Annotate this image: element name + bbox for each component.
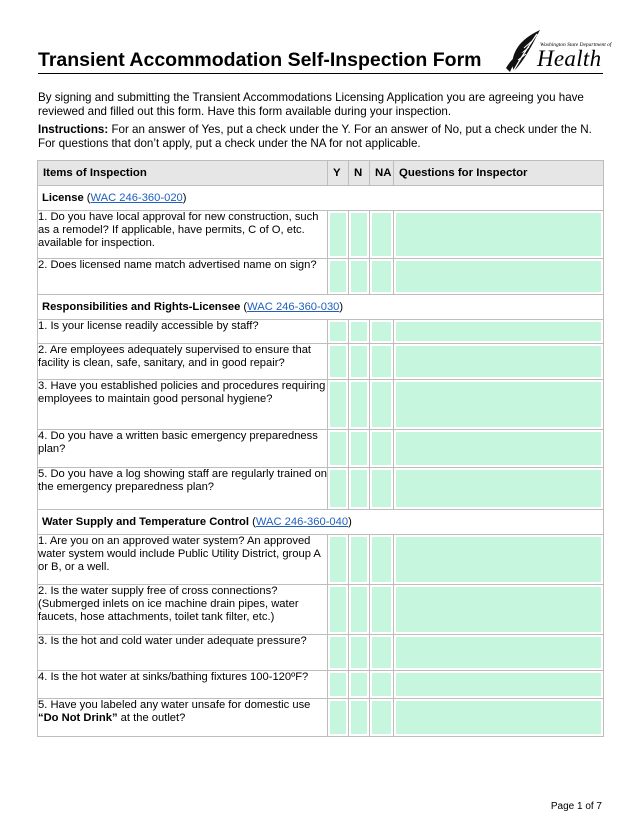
page-number: Page 1 of 7 [550,801,602,812]
question-text [38,699,328,737]
header-n: N [349,161,370,186]
table-row [38,320,604,344]
table-row [38,635,604,671]
answer-y-box[interactable] [328,430,349,468]
answer-na-box[interactable] [370,635,394,671]
table-row [38,430,604,468]
section-title: License [42,192,84,204]
table-row [38,535,604,585]
answer-na-box[interactable] [370,468,394,510]
question-text: 1. Do you have local approval for new construction, such as a remodel? If applicable, have permits, C of O, etc. available for inspection. [38,211,328,259]
answer-na-box[interactable] [370,699,394,737]
question-text-part: 5. Have you labeled any water unsafe for domestic use [38,699,311,711]
answer-na-box[interactable] [370,380,394,430]
wac-link[interactable]: WAC 246-360-040 [255,516,349,528]
answer-n-box[interactable] [349,259,370,295]
inspector-questions-box[interactable] [394,430,604,468]
title-rule [38,73,603,74]
answer-y-box[interactable] [328,259,349,295]
answer-n-box[interactable] [349,699,370,737]
answer-na-box[interactable] [370,671,394,699]
answer-na-box[interactable] [370,585,394,635]
inspector-questions-box[interactable] [394,468,604,510]
intro-paragraph: By signing and submitting the Transient Accommodations Licensing Application you are agreeing you have reviewed and filled out this form. Have this form available during your inspection. [38,91,584,118]
question-text: 3. Have you established policies and procedures requiring employees to maintain good personal hygiene? [38,380,328,430]
question-text: 2. Is the water supply free of cross connections? (Submerged inlets on ice machine drain pipes, water faucets, hose attachments, toilet tank filter, etc.) [38,585,328,635]
question-text: 1. Are you on an approved water system? An approved water system would include Public Utility District, group A or B, or a well. [38,535,328,585]
answer-n-box[interactable] [349,671,370,699]
answer-y-box[interactable] [328,585,349,635]
doh-logo [504,28,612,74]
header-y: Y [328,161,349,186]
inspector-questions-box[interactable] [394,344,604,380]
table-row [38,211,604,259]
wac-link[interactable]: WAC 246-360-030 [247,301,340,313]
answer-y-box[interactable] [328,535,349,585]
question-text: 2. Are employees adequately supervised to ensure that facility is clean, safe, sanitary, and in good repair? [38,344,328,380]
question-text: 4. Do you have a written basic emergency preparedness plan? [38,430,328,468]
inspector-questions-box[interactable] [394,585,604,635]
answer-y-box[interactable] [328,635,349,671]
header-na: NA [370,161,394,186]
do-not-drink-label: “Do Not Drink” [38,712,118,725]
answer-na-box[interactable] [370,344,394,380]
answer-n-box[interactable] [349,211,370,259]
answer-y-box[interactable] [328,320,349,344]
inspector-questions-box[interactable] [394,211,604,259]
page-title: Transient Accommodation Self-Inspection Form [38,49,482,71]
section-title: Responsibilities and Rights-Licensee [42,301,241,313]
question-text: 2. Does licensed name match advertised name on sign? [38,259,328,295]
answer-n-box[interactable] [349,535,370,585]
answer-na-box[interactable] [370,430,394,468]
question-text: 1. Is your license readily accessible by staff? [38,320,328,344]
answer-n-box[interactable] [349,635,370,671]
answer-y-box[interactable] [328,671,349,699]
answer-n-box[interactable] [349,344,370,380]
instructions-label: Instructions: [38,123,109,136]
inspector-questions-box[interactable] [394,535,604,585]
inspector-questions-box[interactable] [394,699,604,737]
instructions-text: For an answer of Yes, put a check under the Y. For an answer of No, put a check under the N. For questions that don’t apply, put a check under the NA for not applicable. [38,123,592,150]
inspector-questions-box[interactable] [394,380,604,430]
answer-y-box[interactable] [328,344,349,380]
section-water-supply: Water Supply and Temperature Control (WAC 246-360-040) [38,510,604,535]
section-responsibilities: Responsibilities and Rights-Licensee (WAC 246-360-030) [38,295,604,320]
table-row [38,468,604,510]
inspector-questions-box[interactable] [394,671,604,699]
logo-department-text: Washington State Department of [540,42,612,48]
answer-n-box[interactable] [349,320,370,344]
answer-y-box[interactable] [328,468,349,510]
table-row [38,259,604,295]
inspector-questions-box[interactable] [394,259,604,295]
answer-n-box[interactable] [349,380,370,430]
question-text: 4. Is the hot water at sinks/bathing fixtures 100-120ºF? [38,671,328,699]
question-text: 3. Is the hot and cold water under adequate pressure? [38,635,328,671]
answer-n-box[interactable] [349,585,370,635]
answer-y-box[interactable] [328,699,349,737]
instructions-paragraph [38,123,604,151]
section-license: License (WAC 246-360-020) [38,186,604,211]
logo-health-text: Health [537,46,602,71]
question-text-part: at the outlet? [117,712,186,725]
question-text: 5. Do you have a log showing staff are regularly trained on the emergency preparedness plan? [38,468,328,510]
answer-y-box[interactable] [328,380,349,430]
table-row [38,344,604,380]
table-header-row [38,161,604,186]
inspection-table [37,160,604,737]
answer-y-box[interactable] [328,211,349,259]
inspector-questions-box[interactable] [394,635,604,671]
answer-na-box[interactable] [370,535,394,585]
answer-na-box[interactable] [370,259,394,295]
table-row [38,671,604,699]
answer-na-box[interactable] [370,320,394,344]
answer-n-box[interactable] [349,430,370,468]
table-row [38,585,604,635]
table-row [38,699,604,737]
inspector-questions-box[interactable] [394,320,604,344]
header-questions: Questions for Inspector [394,161,604,186]
answer-na-box[interactable] [370,211,394,259]
wac-link[interactable]: WAC 246-360-020 [90,192,183,204]
table-row [38,380,604,430]
answer-n-box[interactable] [349,468,370,510]
section-title: Water Supply and Temperature Control [42,516,249,528]
header-items: Items of Inspection [38,161,328,186]
